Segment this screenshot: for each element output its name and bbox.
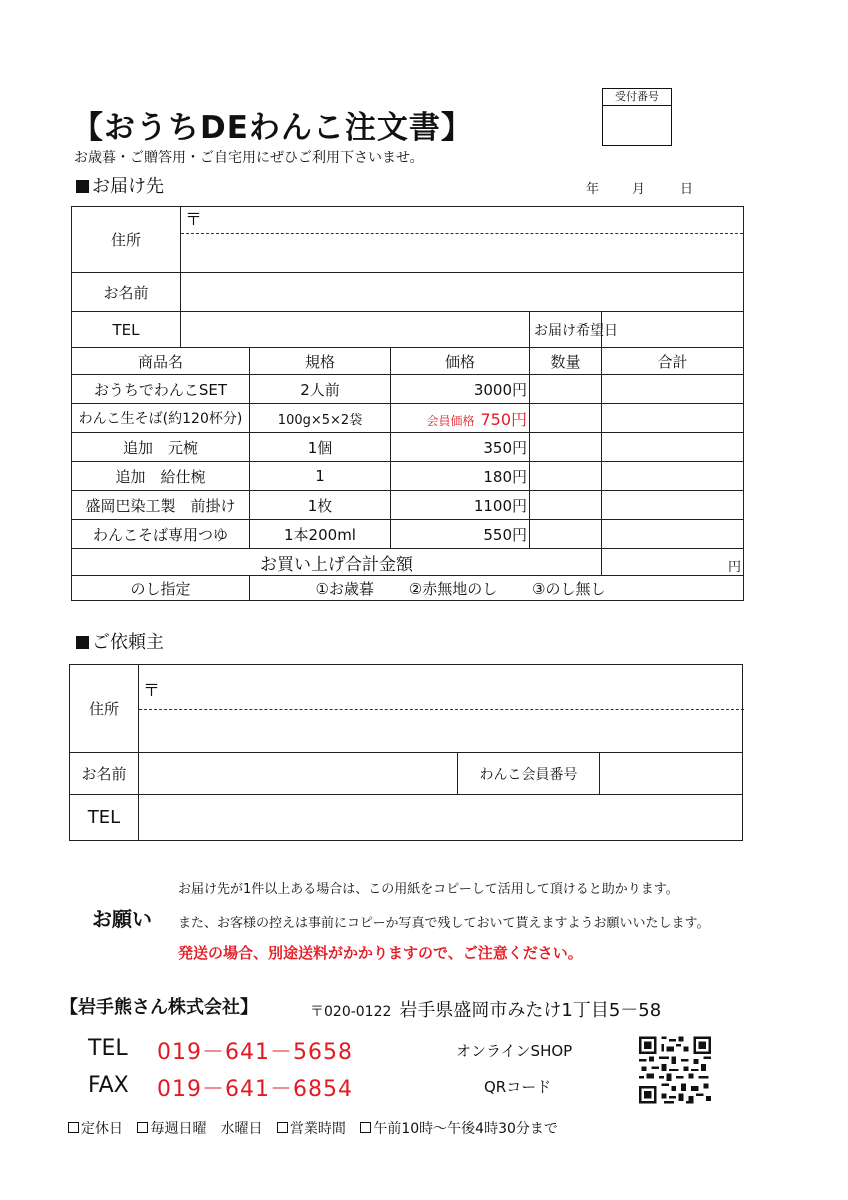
product-name: 盛岡巴染工製 前掛け	[72, 491, 250, 520]
footer-item: 毎週日曜 水曜日	[137, 1121, 262, 1137]
checkbox-icon	[137, 1122, 148, 1133]
noshi-option-red-plain[interactable]: ②赤無地のし	[408, 579, 498, 598]
member-price-label: 会員価格	[426, 413, 475, 428]
delivery-address-label: 住所	[72, 207, 181, 273]
note-line-1: お届け先が1件以上ある場合は、この用紙をコピーして活用して頂けると助かります。	[178, 882, 679, 897]
shipping-warning: 発送の場合、別途送料がかかりますので、ご注意ください。	[178, 944, 583, 962]
delivery-name-field[interactable]	[181, 273, 744, 312]
company-address: 岩手県盛岡市みたけ1丁目5－58	[399, 1000, 662, 1021]
product-spec: 2人前	[250, 375, 391, 404]
table-row	[72, 520, 744, 549]
note-line-2: また、お客様の控えは事前にコピーか写真で残しておいて貰えますようお願いいたします。	[178, 916, 710, 931]
delivery-postal-mark: 〒	[181, 207, 743, 234]
footer-item: 営業時間	[277, 1121, 346, 1137]
yen-unit: 円	[728, 560, 742, 575]
product-price: 750円	[480, 409, 527, 429]
header-product-name: 商品名	[72, 348, 250, 375]
requester-name-field[interactable]	[139, 753, 458, 795]
date-month-label: 月	[632, 182, 646, 197]
fax-label: FAX	[88, 1073, 129, 1098]
requester-name-label: お名前	[70, 753, 139, 795]
reception-number-label: 受付番号	[603, 89, 671, 106]
header-spec: 規格	[250, 348, 391, 375]
company-postal: 〒020-0122	[310, 1004, 392, 1020]
quantity-field[interactable]	[530, 462, 602, 491]
header-quantity: 数量	[530, 348, 602, 375]
member-price-cell	[391, 404, 530, 433]
square-bullet-icon	[76, 180, 89, 193]
requester-heading: ご依頼主	[76, 628, 164, 654]
product-price: 350円	[391, 433, 530, 462]
table-row	[72, 491, 744, 520]
subtotal-field[interactable]	[602, 491, 744, 520]
product-spec: 1枚	[250, 491, 391, 520]
subtotal-field[interactable]	[602, 404, 744, 433]
delivery-address-field[interactable]	[181, 207, 744, 273]
product-name: おうちでわんこSET	[72, 375, 250, 404]
delivery-heading: お届け先	[76, 172, 164, 198]
onegai-label: お願い	[92, 907, 152, 931]
product-spec: 100g×5×2袋	[250, 404, 391, 433]
delivery-tel-label: TEL	[72, 312, 181, 348]
footer-item: 定休日	[68, 1121, 123, 1137]
subtotal-field[interactable]	[602, 520, 744, 549]
grand-total-field[interactable]	[602, 549, 744, 576]
noshi-option-none[interactable]: ③のし無し	[532, 579, 606, 598]
square-bullet-icon	[76, 636, 89, 649]
subtotal-field[interactable]	[602, 462, 744, 491]
product-name: 追加 元椀	[72, 433, 250, 462]
company-address-line	[310, 996, 661, 1022]
delivery-name-label: お名前	[72, 273, 181, 312]
quantity-field[interactable]	[530, 433, 602, 462]
reception-number-box[interactable]	[602, 88, 672, 146]
qr-code-label: QRコード	[484, 1078, 552, 1096]
form-subtitle: お歳暮・ご贈答用・ご自宅用にぜひご利用下さいませ。	[74, 150, 424, 166]
table-row	[72, 375, 744, 404]
product-name: 追加 給仕椀	[72, 462, 250, 491]
product-spec: 1個	[250, 433, 391, 462]
date-day-label: 日	[680, 182, 694, 197]
product-price: 1100円	[391, 491, 530, 520]
quantity-field[interactable]	[530, 404, 602, 433]
date-year-label: 年	[586, 182, 600, 197]
desired-date-label: お届け希望日	[530, 312, 602, 348]
checkbox-icon	[277, 1122, 288, 1133]
table-row	[72, 433, 744, 462]
company-name: 【岩手熊さん株式会社】	[60, 997, 258, 1018]
product-spec: 1本200ml	[250, 520, 391, 549]
online-shop-label: オンラインSHOP	[456, 1042, 573, 1060]
quantity-field[interactable]	[530, 520, 602, 549]
fax-number: 019－641－6854	[157, 1077, 353, 1102]
requester-address-label: 住所	[70, 665, 139, 753]
qr-code-icon[interactable]	[639, 1036, 711, 1104]
member-number-field[interactable]	[600, 753, 743, 795]
product-price: 180円	[391, 462, 530, 491]
product-name: わんこ生そば(約120杯分)	[72, 404, 250, 433]
footer-hours	[68, 1118, 568, 1138]
delivery-tel-field[interactable]	[181, 312, 530, 348]
subtotal-field[interactable]	[602, 433, 744, 462]
product-price: 3000円	[391, 375, 530, 404]
subtotal-field[interactable]	[602, 375, 744, 404]
product-price: 550円	[391, 520, 530, 549]
requester-tel-field[interactable]	[139, 795, 743, 841]
requester-address-field[interactable]	[139, 665, 743, 753]
tel-number[interactable]: 019－641－5658	[157, 1040, 353, 1065]
grand-total-label: お買い上げ合計金額	[72, 549, 602, 576]
requester-tel-label: TEL	[70, 795, 139, 841]
delivery-order-table	[71, 206, 744, 601]
requester-postal-mark: 〒	[139, 673, 744, 710]
tel-label: TEL	[88, 1036, 128, 1061]
noshi-options	[250, 576, 744, 601]
quantity-field[interactable]	[530, 491, 602, 520]
footer-item: 午前10時～午後4時30分まで	[360, 1121, 558, 1137]
desired-date-field[interactable]	[602, 312, 744, 348]
header-total: 合計	[602, 348, 744, 375]
table-row	[72, 404, 744, 433]
table-row	[72, 462, 744, 491]
header-price: 価格	[391, 348, 530, 375]
form-title: 【おうちDEわんこ注文書】	[72, 110, 473, 146]
quantity-field[interactable]	[530, 375, 602, 404]
product-spec: 1	[250, 462, 391, 491]
noshi-option-oseibo[interactable]: ①お歳暮	[315, 579, 374, 598]
checkbox-icon	[360, 1122, 371, 1133]
noshi-label: のし指定	[72, 576, 250, 601]
requester-table	[69, 664, 743, 841]
member-number-label: わんこ会員番号	[458, 753, 600, 795]
checkbox-icon	[68, 1122, 79, 1133]
product-name: わんこそば専用つゆ	[72, 520, 250, 549]
